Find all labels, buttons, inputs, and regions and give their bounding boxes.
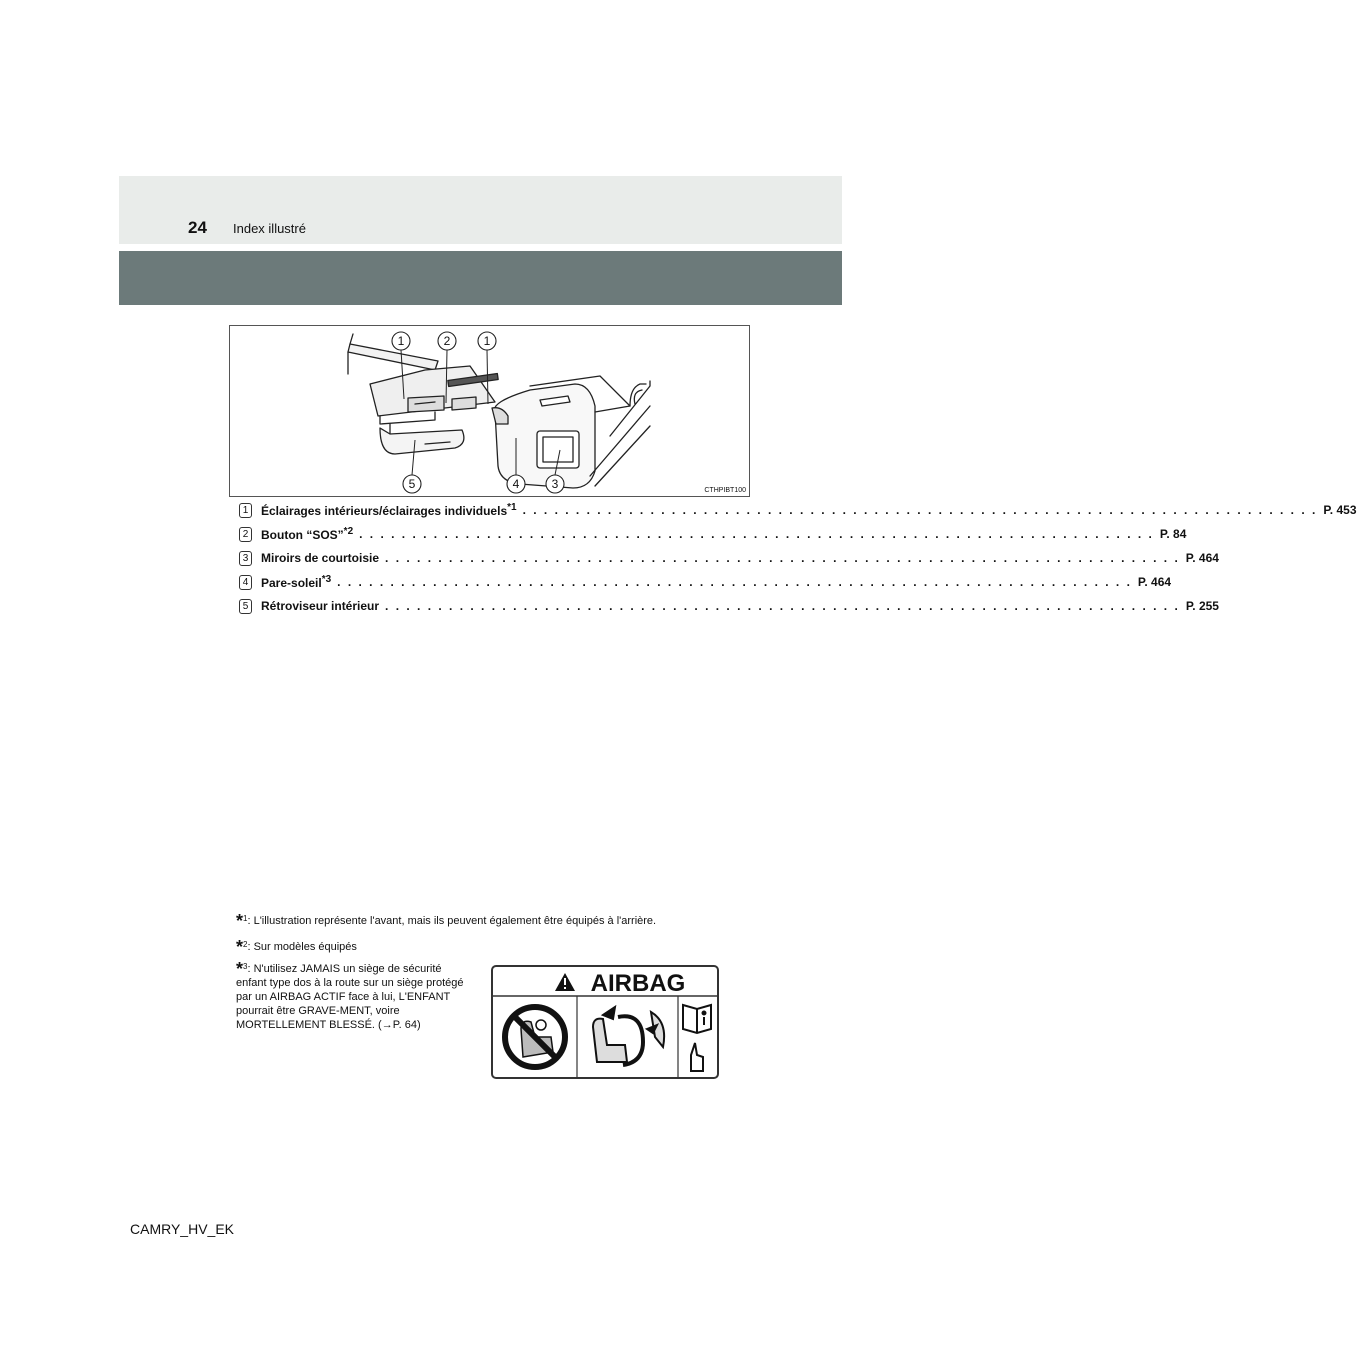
airbag-deploy-icon <box>593 1007 664 1065</box>
overhead-console-illustration <box>229 325 750 497</box>
airbag-warning-label <box>491 965 719 1079</box>
leader-dots: . . . . . . . . . . . . . . . . . . . . . . . . . . . . . . . . . . . . . . . . . . . . . . . . . . . . . . . . . . . . . . . . . . . . . . . . . . . <box>385 599 1180 613</box>
callout-label: 1 <box>397 334 405 348</box>
leader-dots: . . . . . . . . . . . . . . . . . . . . . . . . . . . . . . . . . . . . . . . . . . . . . . . . . . . . . . . . . . . . . . . . . . . . . . . . . . . <box>522 503 1318 517</box>
page-number: 24 <box>188 218 207 237</box>
footnote-ref: *3 <box>321 574 332 585</box>
model-code: CAMRY_HV_EK <box>130 1221 235 1237</box>
page-reference: P. 453 <box>1323 503 1357 517</box>
index-item <box>239 548 1219 568</box>
no-rear-facing-seat-icon <box>505 1007 565 1067</box>
callout-label: 1 <box>483 334 491 348</box>
footnote: *$^2$: Sur modèles équipés <box>236 937 357 957</box>
item-label: Éclairages intérieurs/éclairages individuels$^{*1}$ <box>261 502 517 518</box>
leader-dots: . . . . . . . . . . . . . . . . . . . . . . . . . . . . . . . . . . . . . . . . . . . . . . . . . . . . . . . . . . . . . . . . . . . . . . . . . . . <box>385 551 1180 565</box>
header-dark-band <box>119 251 842 305</box>
callout-label: 2 <box>443 334 451 348</box>
item-label: Bouton “SOS”$^{*2}$ <box>261 526 354 542</box>
item-label: Rétroviseur intérieur <box>261 599 380 613</box>
page-reference: P. 255 <box>1185 599 1219 613</box>
footnote: *$^1$: L'illustration représente l'avant, mais ils peuvent également être équipés à l'arrière. <box>236 911 657 931</box>
airbag-title: AIRBAG <box>590 970 686 997</box>
warning-triangle-icon <box>555 973 575 991</box>
item-label: Miroirs de courtoisie <box>261 551 380 565</box>
page-reference: P. 464 <box>1137 575 1172 589</box>
footnote-ref: *1 <box>507 502 517 513</box>
figure-code: CTHPIBT100 <box>704 487 746 494</box>
leader-dots: . . . . . . . . . . . . . . . . . . . . . . . . . . . . . . . . . . . . . . . . . . . . . . . . . . . . . . . . . . . . . . . . . . . . . . . . . . . <box>359 527 1154 541</box>
section-title: Index illustré <box>233 221 306 236</box>
item-number: 5 <box>239 599 252 614</box>
item-number: 4 <box>239 575 252 590</box>
index-item <box>239 572 1172 592</box>
item-number: 1 <box>239 503 252 518</box>
callout-label: 3 <box>551 477 559 491</box>
read-manual-icon <box>683 1005 711 1071</box>
callout-label: 5 <box>408 477 416 491</box>
page-reference: P. 84 <box>1159 527 1187 541</box>
item-number: 3 <box>239 551 252 566</box>
index-item <box>239 524 1187 544</box>
item-label: Pare-soleil$^{*3}$ <box>261 574 332 590</box>
header-top-band <box>119 176 842 244</box>
page-reference: P. 464 <box>1185 551 1219 565</box>
footnote: *$^3$: N'utilisez JAMAIS un siège de sécurité enfant type dos à la route sur un siège protégé par un AIRBAG ACTIF face à lui, L'ENFANT pourrait être GRAVE-MENT, voire MORTELLEMENT BLESSÉ. (→P. 64) <box>236 959 464 1031</box>
rear-view-mirror-shape <box>380 428 464 454</box>
footnote-ref: *2 <box>343 526 354 537</box>
item-number: 2 <box>239 527 252 542</box>
leader-dots: . . . . . . . . . . . . . . . . . . . . . . . . . . . . . . . . . . . . . . . . . . . . . . . . . . . . . . . . . . . . . . . . . . . . . . . . . . . <box>337 575 1132 589</box>
index-item <box>239 500 1357 520</box>
index-item <box>239 596 1219 616</box>
interior-roof-drawing <box>230 326 751 498</box>
callout-label: 4 <box>512 477 520 491</box>
